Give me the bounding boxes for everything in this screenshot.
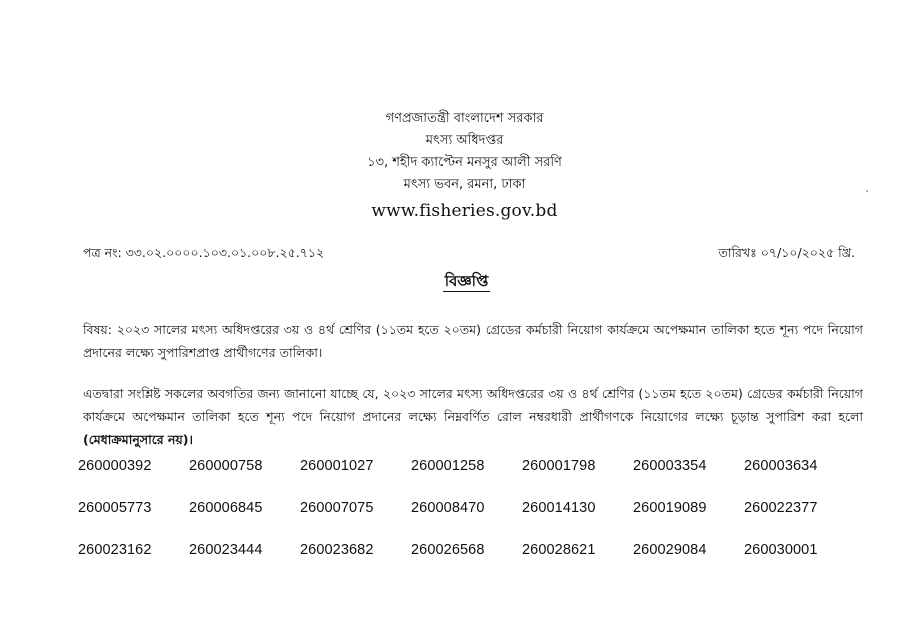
notice-date: তারিখঃ ০৭/১০/২০২৫ খ্রি. (718, 245, 855, 260)
roll-number: 260000392 (78, 458, 152, 474)
roll-number: 260014130 (522, 500, 596, 516)
roll-number: 260006845 (189, 500, 263, 516)
department-name: মৎস্য অধিদপ্তর (425, 133, 504, 148)
roll-number: 260001027 (300, 458, 374, 474)
roll-number: 260023444 (189, 542, 263, 558)
roll-number: 260022377 (744, 500, 818, 516)
roll-row (78, 500, 868, 542)
memo-number: পত্র নং: ৩৩.০২.০০০০.১০৩.০১.০০৮.২৫.৭১২ (83, 245, 325, 260)
government-name: গণপ্রজাতন্ত্রী বাংলাদেশ সরকার (385, 111, 544, 126)
roll-number: 260001258 (411, 458, 485, 474)
address-line: ১৩, শহীদ ক্যাপ্টেন মনসুর আলী সরণি (367, 155, 562, 170)
roll-number: 260008470 (411, 500, 485, 516)
roll-number: 260023682 (300, 542, 374, 558)
roll-number: 260007075 (300, 500, 374, 516)
scan-speck (866, 190, 868, 192)
roll-row (78, 542, 868, 584)
merit-order-note: (মেধাক্রমানুসারে নয়)। (83, 432, 193, 447)
roll-number: 260026568 (411, 542, 485, 558)
roll-number: 260028621 (522, 542, 596, 558)
website-url: www.fisheries.gov.bd (371, 201, 558, 221)
building-line: মৎস্য ভবন, রমনা, ঢাকা (403, 177, 526, 192)
body-paragraph (83, 382, 863, 451)
office-header (0, 108, 923, 224)
roll-number: 260029084 (633, 542, 707, 558)
notice-title-text: বিজ্ঞপ্তি (444, 272, 489, 290)
subject-paragraph: বিষয়: ২০২৩ সালের মৎস্য অধিদপ্তরের ৩য় ও ৪র্থ শ্রেণির (১১তম হতে ২০তম) গ্রেডের কর্মচারী নিয়োগ কার্যক্রমে অপেক্ষমান তালিকা হতে শূন্য পদে নিয়োগ প্রদানের লক্ষ্যে সুপারিশপ্রাপ্ত প্রার্থীগণের তালিকা। (83, 322, 863, 360)
roll-number: 260030001 (744, 542, 818, 558)
roll-number: 260003634 (744, 458, 818, 474)
roll-number: 260003354 (633, 458, 707, 474)
notice-title (0, 270, 923, 295)
reference-row (83, 245, 855, 265)
roll-number-grid (78, 458, 868, 584)
roll-row (78, 458, 868, 500)
body-text: এতদ্বারা সংশ্লিষ্ট সকলের অবগতির জন্য জানানো যাচ্ছে যে, ২০২৩ সালের মৎস্য অধিদপ্তরের ৩য় ও ৪র্থ শ্রেণির (১১তম হতে ২০তম) গ্রেডের কর্মচারী নিয়োগ কার্যক্রমে অপেক্ষমান তালিকা হতে শূন্য পদে নিয়োগ প্রদানের লক্ষ্যে নিম্নবর্ণিত রোল নম্বরধারী প্রার্থীগণকে নিয়োগের লক্ষ্যে চূড়ান্ত সুপারিশ করা হলো (83, 386, 863, 424)
roll-number: 260001798 (522, 458, 596, 474)
roll-number: 260000758 (189, 458, 263, 474)
roll-number: 260019089 (633, 500, 707, 516)
roll-number: 260005773 (78, 500, 152, 516)
roll-number: 260023162 (78, 542, 152, 558)
